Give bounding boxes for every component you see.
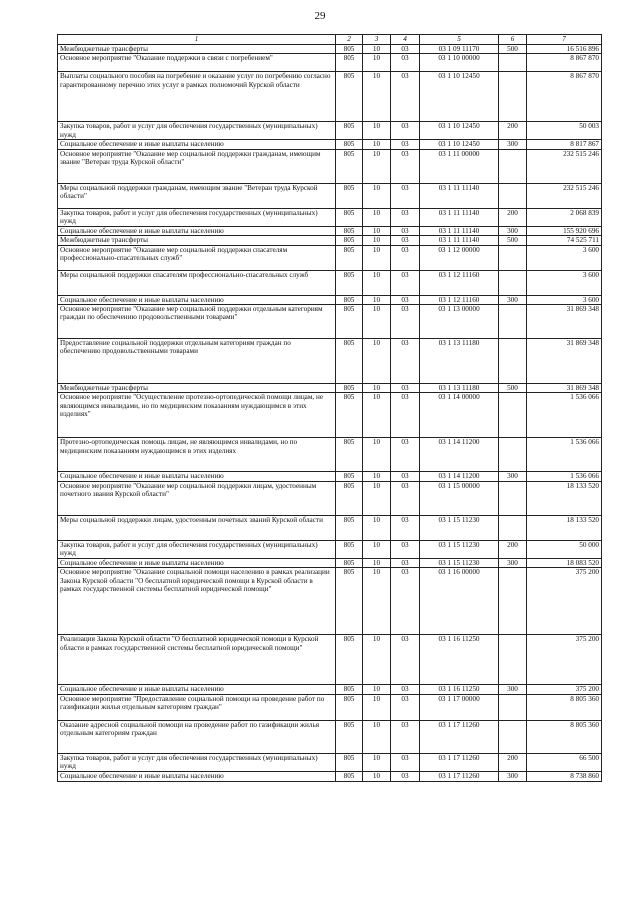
row-subsection: 03	[391, 472, 420, 481]
row-target-article: 03 1 15 11230	[420, 540, 499, 558]
row-ministry: 805	[336, 438, 363, 472]
row-amount: 8 805 360	[527, 720, 602, 753]
row-target-article: 03 1 09 11170	[420, 45, 499, 54]
row-subsection: 03	[391, 140, 420, 149]
row-amount: 50 003	[527, 122, 602, 140]
row-subsection: 03	[391, 270, 420, 295]
row-ministry: 805	[336, 226, 363, 235]
row-name: Закупка товаров, работ и услуг для обеспечения государственных (муниципальных) нужд	[58, 122, 336, 140]
page-number: 29	[314, 10, 326, 22]
row-section: 10	[363, 45, 391, 54]
row-section: 10	[363, 438, 391, 472]
row-subsection: 03	[391, 295, 420, 304]
row-name: Основное мероприятие "Оказание мер социальной поддержки спасателям профессионально-спасательных служб"	[58, 245, 336, 270]
row-amount: 31 869 348	[527, 339, 602, 384]
row-expense-type: 200	[499, 540, 527, 558]
row-subsection: 03	[391, 393, 420, 438]
row-amount: 1 536 066	[527, 472, 602, 481]
table-row	[58, 208, 602, 226]
row-name: Основное мероприятие "Оказание поддержки в связи с погребением"	[58, 54, 336, 72]
row-amount: 232 515 246	[527, 183, 602, 208]
row-subsection: 03	[391, 481, 420, 515]
row-target-article: 03 1 12 00000	[420, 245, 499, 270]
row-name: Меры социальной поддержки гражданам, имеющим звание "Ветеран труда Курской области"	[58, 183, 336, 208]
row-expense-type	[499, 694, 527, 720]
table-row	[58, 122, 602, 140]
row-subsection: 03	[391, 72, 420, 122]
row-amount: 3 600	[527, 295, 602, 304]
row-expense-type	[499, 568, 527, 635]
row-name: Социальное обеспечение и иные выплаты населению	[58, 685, 336, 694]
row-subsection: 03	[391, 236, 420, 245]
row-expense-type	[499, 245, 527, 270]
row-name: Реализация Закона Курской области "О бесплатной юридической помощи в Курской области в рамках государственной системы бесплатной юридической помощи"	[58, 635, 336, 685]
row-expense-type: 300	[499, 558, 527, 567]
table-row	[58, 481, 602, 515]
row-target-article: 03 1 14 00000	[420, 393, 499, 438]
table-row	[58, 270, 602, 295]
row-target-article: 03 1 17 11260	[420, 720, 499, 753]
table-row	[58, 72, 602, 122]
row-subsection: 03	[391, 183, 420, 208]
row-section: 10	[363, 720, 391, 753]
col-header-amount: 7	[527, 35, 602, 45]
row-section: 10	[363, 753, 391, 771]
row-target-article: 03 1 15 00000	[420, 481, 499, 515]
row-target-article: 03 1 16 11250	[420, 685, 499, 694]
row-subsection: 03	[391, 208, 420, 226]
row-target-article: 03 1 11 11140	[420, 226, 499, 235]
table-row	[58, 438, 602, 472]
row-ministry: 805	[336, 54, 363, 72]
row-name: Закупка товаров, работ и услуг для обеспечения государственных (муниципальных) нужд	[58, 540, 336, 558]
table-row	[58, 140, 602, 149]
row-section: 10	[363, 226, 391, 235]
row-amount: 8 867 870	[527, 72, 602, 122]
table-row	[58, 295, 602, 304]
row-ministry: 805	[336, 149, 363, 183]
row-amount: 232 515 246	[527, 149, 602, 183]
row-expense-type	[499, 54, 527, 72]
row-section: 10	[363, 72, 391, 122]
row-ministry: 805	[336, 270, 363, 295]
row-subsection: 03	[391, 685, 420, 694]
table-row	[58, 720, 602, 753]
row-expense-type: 300	[499, 226, 527, 235]
row-amount: 375 200	[527, 635, 602, 685]
row-section: 10	[363, 305, 391, 339]
row-ministry: 805	[336, 753, 363, 771]
row-subsection: 03	[391, 635, 420, 685]
row-section: 10	[363, 685, 391, 694]
row-expense-type	[499, 339, 527, 384]
row-section: 10	[363, 183, 391, 208]
row-expense-type	[499, 393, 527, 438]
table-row	[58, 183, 602, 208]
row-ministry: 805	[336, 393, 363, 438]
row-ministry: 805	[336, 295, 363, 304]
row-section: 10	[363, 568, 391, 635]
row-section: 10	[363, 295, 391, 304]
table-row	[58, 393, 602, 438]
row-amount: 1 536 066	[527, 438, 602, 472]
row-ministry: 805	[336, 694, 363, 720]
row-target-article: 03 1 13 00000	[420, 305, 499, 339]
row-subsection: 03	[391, 720, 420, 753]
row-target-article: 03 1 11 00000	[420, 149, 499, 183]
row-name: Протезно-ортопедическая помощь лицам, не являющимся инвалидами, но по медицинским показаниям нуждающимся в этих изделиях	[58, 438, 336, 472]
table-row	[58, 45, 602, 54]
table-row	[58, 685, 602, 694]
row-ministry: 805	[336, 140, 363, 149]
row-section: 10	[363, 245, 391, 270]
row-ministry: 805	[336, 208, 363, 226]
table-row	[58, 540, 602, 558]
row-expense-type	[499, 720, 527, 753]
row-amount: 66 500	[527, 753, 602, 771]
row-ministry: 805	[336, 384, 363, 393]
table-row	[58, 771, 602, 781]
table-row	[58, 384, 602, 393]
row-amount: 31 869 348	[527, 384, 602, 393]
row-section: 10	[363, 558, 391, 567]
row-section: 10	[363, 236, 391, 245]
row-subsection: 03	[391, 753, 420, 771]
row-name: Оказание адресной социальной помощи на проведение работ по газификации жилья отдельным категориям граждан	[58, 720, 336, 753]
table-row	[58, 149, 602, 183]
row-amount: 8 738 860	[527, 771, 602, 781]
row-amount: 3 600	[527, 245, 602, 270]
row-target-article: 03 1 16 00000	[420, 568, 499, 635]
row-name: Межбюджетные трансферты	[58, 384, 336, 393]
row-amount: 8 867 870	[527, 54, 602, 72]
col-header-section: 3	[363, 35, 391, 45]
row-amount: 8 817 867	[527, 140, 602, 149]
row-ministry: 805	[336, 472, 363, 481]
row-ministry: 805	[336, 635, 363, 685]
row-name: Предоставление социальной поддержки отдельным категориям граждан по обеспечению продовольственными товарами	[58, 339, 336, 384]
row-name: Социальное обеспечение и иные выплаты населению	[58, 140, 336, 149]
row-ministry: 805	[336, 72, 363, 122]
table-row	[58, 226, 602, 235]
row-subsection: 03	[391, 149, 420, 183]
row-amount: 155 920 696	[527, 226, 602, 235]
row-name: Социальное обеспечение и иные выплаты населению	[58, 771, 336, 781]
row-ministry: 805	[336, 339, 363, 384]
row-expense-type: 500	[499, 384, 527, 393]
row-target-article: 03 1 11 11140	[420, 208, 499, 226]
row-name: Основное мероприятие "Оказание социальной помощи населению в рамках реализации Закона Курской области "О бесплатной юридической помощи в Курской области в рамках государственной системы бесплатной юридической помощи"	[58, 568, 336, 635]
row-expense-type	[499, 72, 527, 122]
row-target-article: 03 1 10 00000	[420, 54, 499, 72]
col-header-name: 1	[58, 35, 336, 45]
row-section: 10	[363, 393, 391, 438]
col-header-ministry: 2	[336, 35, 363, 45]
row-name: Социальное обеспечение и иные выплаты населению	[58, 295, 336, 304]
row-target-article: 03 1 16 11250	[420, 635, 499, 685]
table-row	[58, 305, 602, 339]
row-subsection: 03	[391, 122, 420, 140]
row-expense-type: 300	[499, 685, 527, 694]
row-amount: 375 200	[527, 685, 602, 694]
row-expense-type: 500	[499, 45, 527, 54]
row-ministry: 805	[336, 45, 363, 54]
row-target-article: 03 1 17 11260	[420, 753, 499, 771]
row-subsection: 03	[391, 568, 420, 635]
row-name: Закупка товаров, работ и услуг для обеспечения государственных (муниципальных) нужд	[58, 753, 336, 771]
row-expense-type: 200	[499, 753, 527, 771]
row-section: 10	[363, 54, 391, 72]
row-expense-type: 300	[499, 140, 527, 149]
row-subsection: 03	[391, 54, 420, 72]
row-target-article: 03 1 13 11180	[420, 384, 499, 393]
row-target-article: 03 1 11 11140	[420, 236, 499, 245]
row-amount: 74 525 711	[527, 236, 602, 245]
table-row	[58, 558, 602, 567]
row-name: Меры социальной поддержки спасателям профессионально-спасательных служб	[58, 270, 336, 295]
row-subsection: 03	[391, 245, 420, 270]
row-ministry: 805	[336, 122, 363, 140]
row-target-article: 03 1 12 11160	[420, 270, 499, 295]
row-subsection: 03	[391, 438, 420, 472]
row-ministry: 805	[336, 558, 363, 567]
row-subsection: 03	[391, 540, 420, 558]
row-ministry: 805	[336, 236, 363, 245]
row-target-article: 03 1 15 11230	[420, 515, 499, 540]
table-row	[58, 54, 602, 72]
row-ministry: 805	[336, 515, 363, 540]
table-row	[58, 472, 602, 481]
row-ministry: 805	[336, 305, 363, 339]
row-expense-type	[499, 438, 527, 472]
row-amount: 3 600	[527, 270, 602, 295]
row-section: 10	[363, 149, 391, 183]
row-ministry: 805	[336, 685, 363, 694]
row-ministry: 805	[336, 481, 363, 515]
row-amount: 8 805 360	[527, 694, 602, 720]
row-target-article: 03 1 12 11160	[420, 295, 499, 304]
table-row	[58, 694, 602, 720]
row-name: Социальное обеспечение и иные выплаты населению	[58, 558, 336, 567]
row-target-article: 03 1 10 12450	[420, 140, 499, 149]
row-name: Выплаты социального пособия на погребение и оказание услуг по погребению согласно гарантированному перечню этих услуг в рамках полномочий Курской области	[58, 72, 336, 122]
row-name: Основное мероприятие "Оказание мер социальной поддержки лицам, удостоенным почетного звания Курской области"	[58, 481, 336, 515]
row-expense-type: 200	[499, 208, 527, 226]
row-target-article: 03 1 17 11260	[420, 771, 499, 781]
col-header-expense-type: 6	[499, 35, 527, 45]
row-section: 10	[363, 384, 391, 393]
row-target-article: 03 1 13 11180	[420, 339, 499, 384]
row-section: 10	[363, 270, 391, 295]
row-section: 10	[363, 694, 391, 720]
row-amount: 16 516 896	[527, 45, 602, 54]
budget-table	[57, 34, 602, 782]
row-subsection: 03	[391, 558, 420, 567]
row-section: 10	[363, 208, 391, 226]
row-section: 10	[363, 771, 391, 781]
row-section: 10	[363, 540, 391, 558]
row-name: Основное мероприятие "Оказание мер социальной поддержки гражданам, имеющим звание "Ветеран труда Курской области"	[58, 149, 336, 183]
row-subsection: 03	[391, 694, 420, 720]
row-expense-type: 200	[499, 122, 527, 140]
row-ministry: 805	[336, 771, 363, 781]
row-target-article: 03 1 10 12450	[420, 122, 499, 140]
table-row	[58, 635, 602, 685]
row-amount: 18 133 520	[527, 515, 602, 540]
table-row	[58, 515, 602, 540]
row-target-article: 03 1 14 11200	[420, 472, 499, 481]
row-ministry: 805	[336, 245, 363, 270]
row-ministry: 805	[336, 568, 363, 635]
row-subsection: 03	[391, 384, 420, 393]
row-subsection: 03	[391, 226, 420, 235]
row-name: Социальное обеспечение и иные выплаты населению	[58, 226, 336, 235]
row-amount: 31 869 348	[527, 305, 602, 339]
header-row	[58, 35, 602, 45]
row-target-article: 03 1 14 11200	[420, 438, 499, 472]
row-ministry: 805	[336, 540, 363, 558]
row-name: Основное мероприятие "Оказание мер социальной поддержки отдельным категориям граждан по обеспечению продовольственными товарами"	[58, 305, 336, 339]
row-target-article: 03 1 17 00000	[420, 694, 499, 720]
col-header-subsection: 4	[391, 35, 420, 45]
table-row	[58, 236, 602, 245]
row-expense-type	[499, 149, 527, 183]
row-section: 10	[363, 635, 391, 685]
row-amount: 50 000	[527, 540, 602, 558]
row-subsection: 03	[391, 305, 420, 339]
row-section: 10	[363, 122, 391, 140]
row-expense-type: 300	[499, 295, 527, 304]
row-target-article: 03 1 11 11140	[420, 183, 499, 208]
row-subsection: 03	[391, 339, 420, 384]
row-target-article: 03 1 10 12450	[420, 72, 499, 122]
row-name: Основное мероприятие "Предоставление социальной помощи на проведение работ по газификации жилья отдельным категориям граждан"	[58, 694, 336, 720]
col-header-target-article: 5	[420, 35, 499, 45]
table-row	[58, 339, 602, 384]
row-section: 10	[363, 515, 391, 540]
row-expense-type: 500	[499, 236, 527, 245]
table-row	[58, 753, 602, 771]
row-section: 10	[363, 140, 391, 149]
row-section: 10	[363, 481, 391, 515]
row-expense-type	[499, 635, 527, 685]
row-amount: 375 200	[527, 568, 602, 635]
row-name: Социальное обеспечение и иные выплаты населению	[58, 472, 336, 481]
row-expense-type	[499, 183, 527, 208]
row-name: Межбюджетные трансферты	[58, 236, 336, 245]
row-amount: 1 536 066	[527, 393, 602, 438]
row-name: Основное мероприятие "Осуществление протезно-ортопедической помощи лицам, не являющимся инвалидами, но по медицинским показаниям нуждающимся в этих изделиях"	[58, 393, 336, 438]
row-ministry: 805	[336, 720, 363, 753]
row-section: 10	[363, 339, 391, 384]
row-expense-type	[499, 270, 527, 295]
table-row	[58, 568, 602, 635]
row-amount: 2 068 839	[527, 208, 602, 226]
row-expense-type: 300	[499, 472, 527, 481]
row-subsection: 03	[391, 45, 420, 54]
row-expense-type	[499, 305, 527, 339]
row-subsection: 03	[391, 771, 420, 781]
row-expense-type	[499, 481, 527, 515]
row-target-article: 03 1 15 11230	[420, 558, 499, 567]
row-ministry: 805	[336, 183, 363, 208]
row-name: Закупка товаров, работ и услуг для обеспечения государственных (муниципальных) нужд	[58, 208, 336, 226]
row-expense-type	[499, 515, 527, 540]
row-name: Межбюджетные трансферты	[58, 45, 336, 54]
row-expense-type: 300	[499, 771, 527, 781]
row-name: Меры социальной поддержки лицам, удостоенным почетных званий Курской области	[58, 515, 336, 540]
row-section: 10	[363, 472, 391, 481]
row-amount: 18 083 520	[527, 558, 602, 567]
table-row	[58, 245, 602, 270]
row-subsection: 03	[391, 515, 420, 540]
row-amount: 18 133 520	[527, 481, 602, 515]
